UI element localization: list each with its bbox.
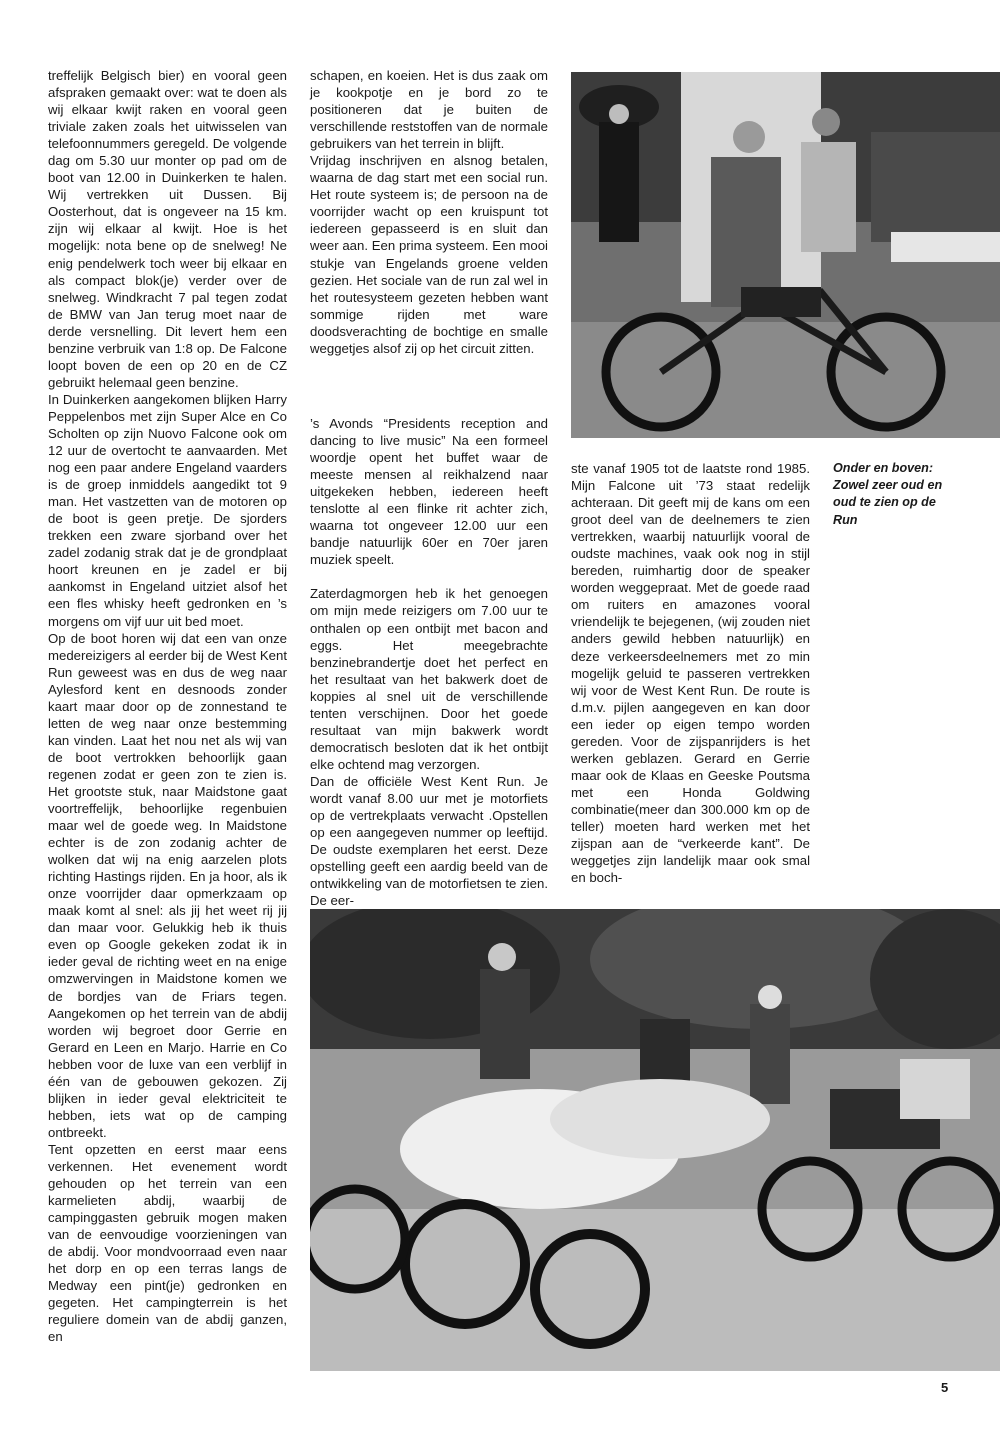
text-column-2-lower [310,415,548,909]
paragraph: Zaterdagmorgen heb ik het genoegen om mijn mede reizigers om 7.00 uur te onthalen op een ontbijt met bacon and eggs. Het meegebrachte benzinebrandertje doet het perfect en het resultaat van het bakwerk doet de koppies al snel uit de verschillende tenten verschijnen. Door het goede resultaat van mijn bakwerk wordt democratisch besloten dat ik het ontbijt elke ochtend mag verzorgen. [310,586,548,772]
paragraph: Op de boot horen wij dat een van onze medereizigers al eerder bij de West Kent Run geweest was en dus de weg naar Aylesford kent en desnoods zonder kaart maar door op de zonnestand te letten de weg naar onze bestemming kan vinden. Laat het nou net als wij van de boot vertrokken behoorlijk gaan regenen zodat er geen zon te zien is. Het grootste stuk, naar Maidstone gaat voortreffelijk, behoorlijke regenbuien maar wel de goede weg. In Maidstone echter is de zon zodanig achter de wolken dat wij na enig aarzelen plots richting Hastings rijden. En ja hoor, als ik onze voorrijder daar opmerkzaam op maak komt al snel: als jij het weet rij jij dan maar voor. Gelukkig heb ik thuis even op Google gekeken zodat ik in ieder geval de richting weet en na enige omzwervingen in Maidstone komen we de bordjes van de Friars tegen. Aangekomen op het terrein van de abdij worden wij begroet door Gerrie en Gerard en Leen en Marjo. Harrie en Co hebben voor de luxe van een verblijf in één van de gebouwen gekozen. Zij blijken in ieder geval elektriciteit te hebben, iets wat op de camping ontbreekt. [48,630,287,1140]
paragraph: In Duinkerken aangekomen blijken Harry Peppelenbos met zijn Super Alce en Co Scholten op zijn Nuovo Falcone ook om 12 uur de overtocht te aanvaarden. Met nog een paar andere Engeland vaarders is de groep inmiddels aangedikt tot 9 man. Het vastzetten van de motoren op de boot is geen pretje. De sjorders trekken een zware sjorband over het zadel zodanig strak dat je de grondplaat hoort kreunen en je zadel er bij aankomst in Engeland uitziet alsof het een fles whisky heeft gedronken en ’s morgens om vijf uur uit bed moet. [48,391,287,629]
paragraph: treffelijk Belgisch bier) en vooral geen afspraken gemaakt over: wat te doen als wij elkaar kwijt raken en vooral geen triviale zaken zoals het uitwisselen van telefoonnummers geregeld. De volgende dag om 5.30 uur monter op pad om de boot van 12.00 in Duinkerken te halen. Wij vertrekken uit Dussen. Bij Oosterhout, dat is ongeveer na 15 km. zijn wij elkaar al kwijt. Hoe is het mogelijk: nota bene op de snelweg! Ne enig pendelwerk toch weer bij elkaar en als compact blok(je) verder over de snelweg. Windkracht 7 pal tegen zodat de BMW van Jan terug moet naar de derde versnelling. Dit levert hem een benzine verbruik van 1:8 op. De Falcone loopt boven de een op 20 en de CZ gebruikt helemaal geen benzine. [48,68,287,390]
photo-motorcycle-lineup [310,909,1000,1371]
text-column-2 [310,67,548,357]
paragraph: Dan de officiële West Kent Run. Je wordt vanaf 8.00 uur met je motorfiets op de vertrekplaats verwacht .Opstellen op een aangegeven nummer op leeftijd. De oudste exemplaren het eerst. Deze opstelling geeft een aardig beeld van de ontwikkeling van de motorfietsen te zien. De eer- [310,773,548,909]
paragraph: Tent opzetten en eerst maar eens verkennen. Het evenement wordt gehouden op het terrein van een karmelieten abdij, waarbij de campinggasten gebruik mogen maken van de eenvoudige voorzieningen van de abdij. Voor mondvoorraad even naar het dorp en op een terras langs de Medway een pint(je) gedronken en gegeten. Het campingterrein is het reguliere domein van de abdij ganzen, en [48,1141,287,1345]
page-number: 5 [941,1380,949,1395]
paragraph: Vrijdag inschrijven en alsnog betalen, waarna de dag start met een social run. Het route systeem is; de persoon na de voorrijder wacht op een kruispunt tot iedereen gepasseerd is en sluit dan weer aan. Een prima systeem. Een mooi stukje van Engelands groene velden gezien. Het sociale van de run zal wel in het routesysteem gezeten hebben want sommige rijden met ware doodsverachting de bochtige en smalle weggetjes alsof zij op het circuit zitten. [310,153,548,356]
paragraph: ’s Avonds “Presidents reception and dancing to live music” Na een formeel woordje opent het buffet waar de meeste mensen al reikhalzend naar uitgekeken hebben, iedereen heeft tenslotte al een flinke rit achter zich, waarna tot ongeveer 12.00 uur een bandje natuurlijk 60er en 70er jaren muziek speelt. [310,416,548,568]
text-column-3 [571,460,810,886]
photo-vintage-motorcycle [571,72,1000,438]
paragraph: schapen, en koeien. Het is dus zaak om je kookpotje en je bord zo te positioneren dat je buiten de verschillende reststoffen van de normale gebruikers van het terrein in blijft. [310,68,548,152]
paragraph: ste vanaf 1905 tot de laatste rond 1985. Mijn Falcone uit ’73 staat redelijk achteraan. Dit geeft mij de kans om een groot deel van de deelnemers te zien vertrekken, waarbij natuurlijk vooral de oudste machines, vaak ook nog in stijl bereden, ruimhartig door de speaker worden weggepraat. Met de goede raad om ruiters en amazones vooral vriendelijk te bejegenen, (wij zouden niet anders gewild hebben natuurlijk) en deze verkeersdeelnemers met zo min mogelijk geluid te passeren vertrekken wij voor de West Kent Run. De route is d.m.v. pijlen aangegeven en kan door een ieder op eigen tempo worden gereden. Voor de zijspanrijders is het werken geblazen. Gerard en Gerrie maar ook de Klaas en Geeske Poutsma met een Honda Goldwing combinatie(meer dan 300.000 km op de teller) moeten hard werken met het zijspan aan de “verkeerde kant”. De weggetjes zijn landelijk maar ook smal en boch- [571,461,810,886]
text-column-1 [48,67,287,1346]
photo-caption: Onder en boven: Zowel zeer oud en oud te zien op de Run [833,461,943,527]
